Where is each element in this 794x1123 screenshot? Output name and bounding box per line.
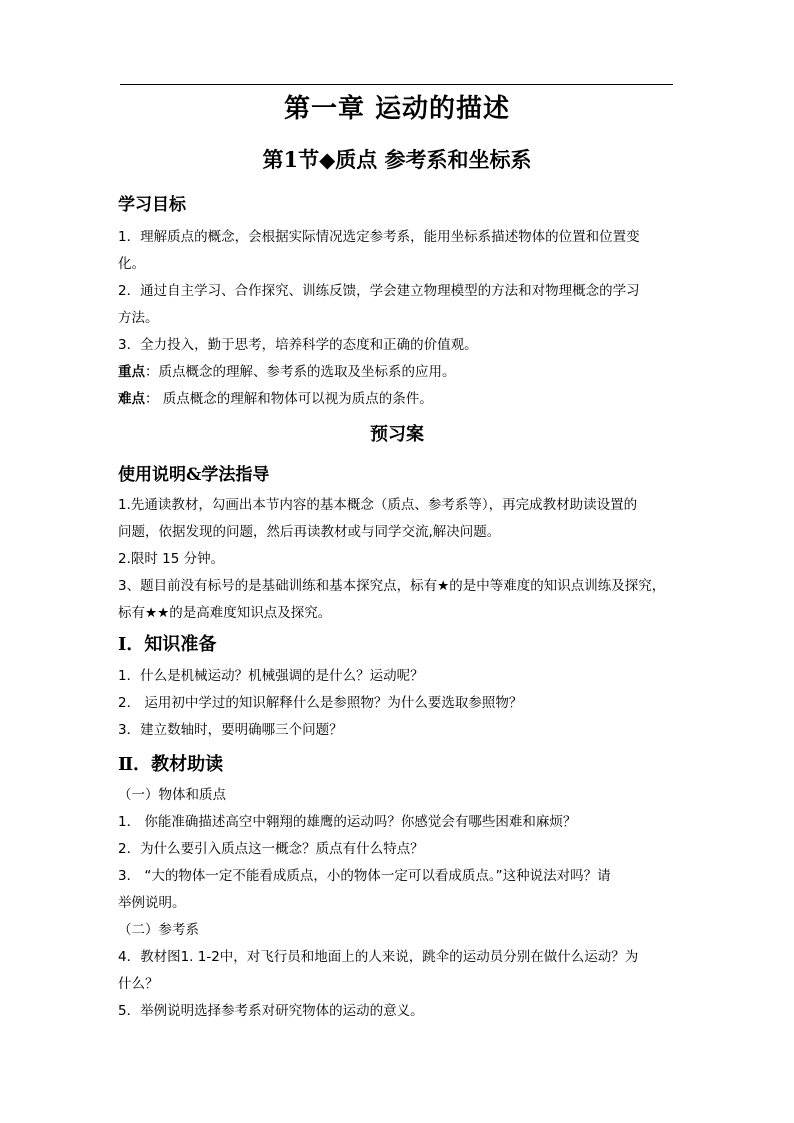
textbook-line: 举例说明。: [118, 895, 186, 911]
usage-line: 2.限时 15 分钟。: [118, 551, 225, 567]
key-points-label: 重点: [118, 364, 145, 380]
textbook-line: 1． 你能准确描述高空中翱翔的雄鹰的运动吗？你感觉会有哪些困难和麻烦？: [118, 814, 577, 830]
textbook-line: 2．为什么要引入质点这一概念？质点有什么特点？: [118, 841, 424, 857]
objective-line: 1．理解质点的概念，会根据实际情况选定参考系，能用坐标系描述物体的位置和位置变: [118, 229, 640, 245]
preview-heading: 预习案: [370, 424, 424, 445]
objective-line: 2．通过自主学习、合作探究、训练反馈，学会建立物理模型的方法和对物理概念的学习: [118, 283, 640, 299]
key-points: [118, 363, 456, 381]
chapter-title: 第一章 运动的描述: [283, 94, 511, 124]
key-points-text: ：质点概念的理解、参考系的选取及坐标系的应用。: [145, 364, 456, 380]
knowledge-line: 2． 运用初中学过的知识解释什么是参照物？为什么要选取参照物？: [118, 695, 523, 711]
difficult-points: [118, 390, 433, 408]
usage-line: 3、题目前没有标号的是基础训练和基本探究点，标有★的是中等难度的知识点训练及探究，: [118, 578, 666, 594]
objective-line: 3．全力投入，勤于思考，培养科学的态度和正确的价值观。: [118, 337, 478, 353]
usage-line: 问题，依据发现的问题，然后再读教材或与同学交流,解决问题。: [118, 524, 501, 540]
textbook-heading: Ⅱ．教材助读: [118, 754, 224, 775]
knowledge-heading: Ⅰ．知识准备: [118, 634, 217, 655]
header-rule: [120, 84, 673, 85]
objective-line: 方法。: [118, 310, 159, 326]
difficult-points-text: ： 质点概念的理解和物体可以视为质点的条件。: [145, 391, 433, 407]
difficult-points-label: 难点: [118, 391, 145, 407]
textbook-line: 4．教材图1. 1-2中，对飞行员和地面上的人来说，跳伞的运动员分别在做什么运动？为: [118, 949, 639, 965]
textbook-line: 什么？: [118, 976, 159, 992]
usage-line: 1.先通读教材，勾画出本节内容的基本概念（质点、参考系等），再完成教材助读设置的: [118, 497, 638, 513]
usage-heading: 使用说明&学法指导: [118, 465, 270, 485]
textbook-subheading: （一）物体和质点: [118, 787, 226, 803]
textbook-subheading: （二）参考系: [118, 922, 199, 938]
usage-line: 标有★★的是高难度知识点及探究。: [118, 605, 332, 621]
textbook-line: 5．举例说明选择参考系对研究物体的运动的意义。: [118, 1003, 424, 1019]
section-title: 第1节◆质点 参考系和坐标系: [262, 147, 532, 172]
objectives-heading: 学习目标: [118, 195, 186, 215]
objective-line: 化。: [118, 256, 145, 272]
knowledge-line: 1．什么是机械运动？机械强调的是什么？运动呢？: [118, 668, 424, 684]
knowledge-line: 3．建立数轴时，要明确哪三个问题？: [118, 722, 343, 738]
textbook-line: 3． “大的物体一定不能看成质点，小的物体一定可以看成质点。”这种说法对吗？请: [118, 868, 611, 884]
